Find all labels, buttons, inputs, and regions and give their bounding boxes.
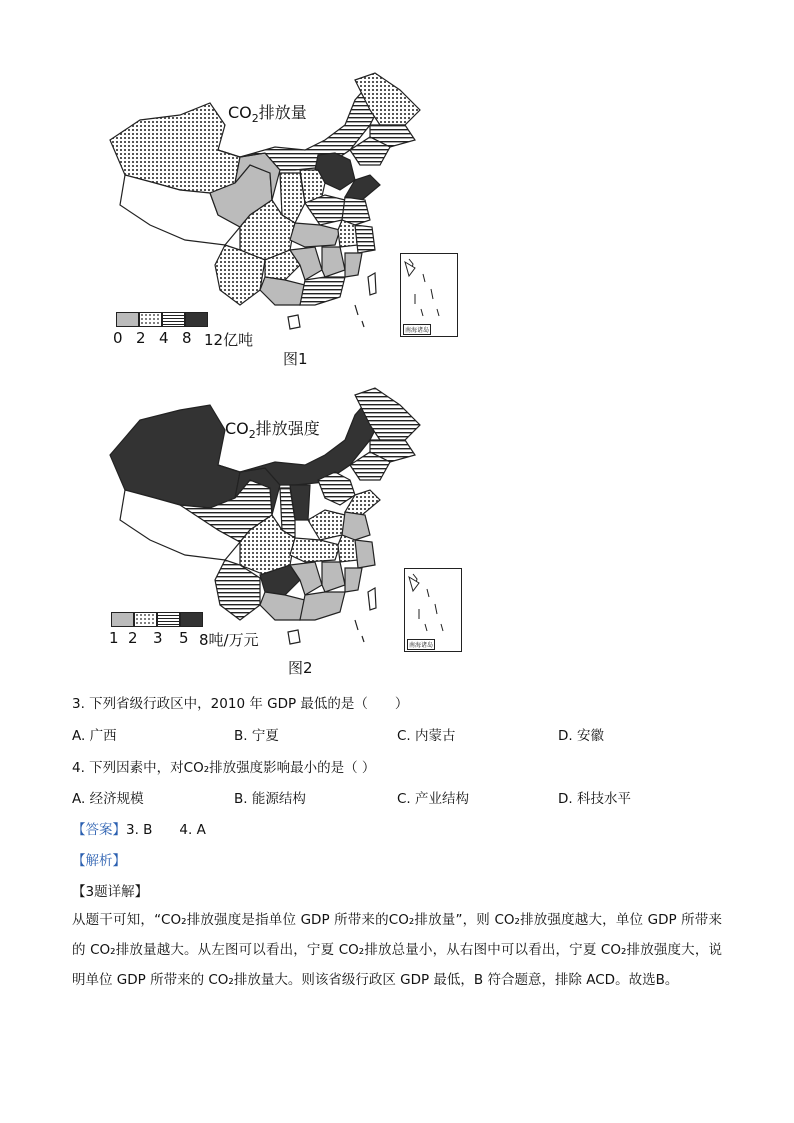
- region-guangxi: [260, 592, 305, 620]
- figure1-legend: [113, 312, 254, 349]
- region-henan: [308, 510, 345, 540]
- region-taiwan: [368, 273, 376, 295]
- legend-tick: 0: [113, 329, 123, 347]
- figure2-caption: 图2: [288, 659, 313, 677]
- south-china-sea-inset: [400, 253, 458, 337]
- inset-label: 南海诸岛: [403, 324, 431, 335]
- question-3-option-c: C. 内蒙古: [397, 728, 456, 744]
- region-hainan: [288, 315, 300, 329]
- figure1-caption: 图1: [283, 350, 308, 368]
- question-3-option-a: A. 广西: [72, 728, 117, 744]
- detail-label: 【3题详解】: [72, 884, 149, 900]
- legend-swatch: [185, 312, 208, 327]
- legend-tick: 2: [128, 629, 138, 647]
- legend-tick: 8: [182, 329, 192, 347]
- question-4-option-b: B. 能源结构: [234, 791, 306, 807]
- question-4-option-c: C. 产业结构: [397, 791, 470, 807]
- region-zhejiang: [355, 225, 375, 253]
- legend-tick: 2: [136, 329, 146, 347]
- legend-swatch: [180, 612, 203, 627]
- figure2-legend: [109, 612, 259, 649]
- legend-swatch: [116, 312, 139, 327]
- legend-swatch: [111, 612, 134, 627]
- question-4-stem: 4. 下列因素中，对CO₂排放强度影响最小的是（ ）: [72, 760, 376, 776]
- legend-tick: 1: [109, 629, 119, 647]
- legend-tick: 5: [179, 629, 189, 647]
- region-zhejiang: [355, 540, 375, 568]
- question-4-option-d: D. 科技水平: [558, 791, 631, 807]
- region-taiwan: [368, 588, 376, 610]
- analysis-label: 【解析】: [72, 853, 126, 869]
- inset-label: 南海诸岛: [407, 639, 435, 650]
- legend-swatch: [134, 612, 157, 627]
- region-guangdong: [300, 592, 345, 620]
- region-hubei: [290, 223, 340, 247]
- question-3-option-b: B. 宁夏: [234, 728, 279, 744]
- region-jiangsu: [342, 197, 370, 225]
- region-jiangxi: [322, 247, 345, 277]
- legend-swatch: [157, 612, 180, 627]
- region-jiangxi: [322, 562, 345, 592]
- answer-line: [72, 818, 206, 838]
- figure2-title: $CO_2$排放强度: [225, 419, 320, 442]
- question-3-option-d: D. 安徽: [558, 728, 604, 744]
- region-hubei: [290, 538, 340, 562]
- south-china-sea-inset: [404, 568, 462, 652]
- legend-tick: 3: [153, 629, 163, 647]
- region-guangxi: [260, 277, 305, 305]
- region-hebei: [318, 472, 355, 505]
- answer-text: 3. B 4. A: [126, 822, 206, 838]
- legend-swatch: [139, 312, 162, 327]
- legend-swatch: [162, 312, 185, 327]
- figure1-title: $CO_2$排放量: [228, 103, 307, 126]
- explanation-paragraph: 从题干可知，“CO₂排放强度是指单位 GDP 所带来的CO₂排放量”，则 CO₂排放强度越大，单位 GDP 所带来的 CO₂排放量越大。从左图可以看出，宁夏 CO₂排放总量小，从右图中可以看出，宁夏 CO₂排放强度大，说明单位 GDP 所带来的 CO₂排放量大。则该省级行政区 GDP 最低，B 符合题意，排除 ACD。故选B。: [72, 912, 722, 988]
- question-3-stem: 3. 下列省级行政区中，2010 年 GDP 最低的是（ ）: [72, 696, 409, 712]
- legend-tick: 8吨/万元: [199, 631, 259, 649]
- legend-tick: 12亿吨: [204, 331, 254, 349]
- answer-label: 【答案】: [72, 822, 126, 838]
- question-4-option-a: A. 经济规模: [72, 791, 144, 807]
- region-guangdong: [300, 277, 345, 305]
- region-fujian: [345, 568, 362, 592]
- region-fujian: [345, 253, 362, 277]
- region-jiangsu: [342, 512, 370, 540]
- region-hainan: [288, 630, 300, 644]
- legend-tick: 4: [159, 329, 169, 347]
